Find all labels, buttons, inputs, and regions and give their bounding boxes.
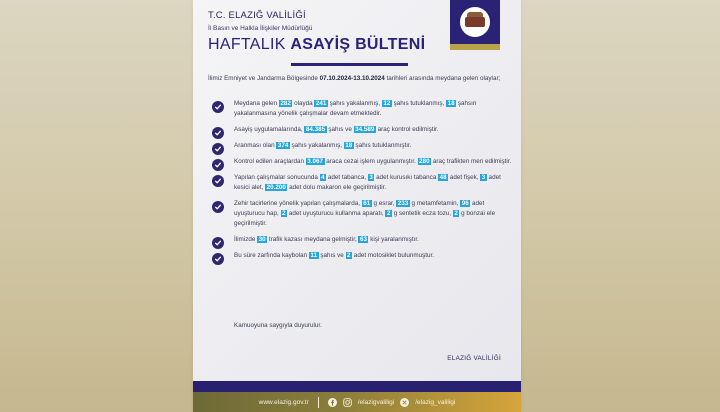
- item-text: adet motosiklet bulunmuştur.: [352, 252, 434, 259]
- bulletin-item: [208, 125, 513, 135]
- checkmark-icon: [212, 143, 224, 155]
- highlight-number: 3.067: [307, 158, 324, 165]
- highlight-number: 3: [369, 174, 373, 181]
- item-text: adet kesici alet,: [234, 174, 501, 191]
- title-divider: [291, 63, 408, 66]
- item-text: İlimizde: [234, 236, 258, 243]
- highlight-number: 4: [321, 174, 325, 181]
- item-text: şahsın yakalanmasına yönelik çalışmalar devam etmektedir.: [234, 100, 477, 117]
- instagram-icon[interactable]: [343, 398, 352, 407]
- checkmark-icon: [212, 201, 224, 213]
- item-text: şahıs yakalanmış,: [327, 100, 382, 107]
- highlight-number: 20.200: [266, 184, 286, 191]
- footer-blue-band: [193, 381, 521, 392]
- highlight-number: 12: [383, 100, 391, 107]
- checkmark-icon: [212, 159, 224, 171]
- item-text: Meydana gelen: [234, 100, 279, 107]
- item-text: şahıs ve: [318, 252, 346, 259]
- department-name: İl Basın ve Halkla İlişkiler Müdürlüğü: [208, 25, 313, 32]
- item-text: g bonzai ele geçirilmiştir.: [234, 210, 496, 227]
- item-text: şahıs tutuklanmıştır.: [353, 142, 412, 149]
- logo-gold-strip: [450, 44, 500, 50]
- x-handle[interactable]: /elazig_valiligi: [415, 398, 456, 406]
- bulletin-item: [208, 251, 513, 261]
- title-bold: ASAYİŞ BÜLTENİ: [290, 36, 426, 53]
- checkmark-icon: [212, 127, 224, 139]
- item-text: Bu süre zarfında kaybolan: [234, 252, 309, 259]
- bulletin-card: [193, 0, 521, 412]
- item-text: Kontrol edilen araçlardan: [234, 158, 306, 165]
- highlight-number: 30: [258, 236, 266, 243]
- intro-text: [208, 74, 508, 84]
- item-text: adet fişek,: [448, 174, 481, 181]
- item-text: araca cezai işlem uygulanmıştır.: [324, 158, 418, 165]
- highlight-number: 18: [345, 142, 353, 149]
- intro-before: İlimiz Emniyet ve Jandarma Bölgesinde: [208, 75, 320, 82]
- item-text: adet dolu makaron ele geçirilmiştir.: [287, 184, 387, 191]
- item-text: adet tabanca,: [326, 174, 368, 181]
- highlight-number: 84.385: [305, 126, 326, 133]
- governorship-logo-icon: [460, 7, 490, 37]
- item-text: olayda: [292, 100, 315, 107]
- highlight-number: 34.589: [355, 126, 375, 133]
- closing-text: Kamuoyuna saygıyla duyurulur.: [234, 322, 322, 329]
- website-link[interactable]: www.elazig.gov.tr: [258, 398, 309, 406]
- item-text: g esrar,: [371, 200, 397, 207]
- highlight-number: 241: [315, 100, 327, 107]
- highlight-number: 282: [280, 100, 291, 107]
- org-name: T.C. ELAZIĞ VALİLİĞİ: [208, 10, 306, 21]
- bulletin-item: [208, 99, 513, 119]
- item-text: kişi yaralanmıştır.: [368, 236, 419, 243]
- bulletin-item: [208, 141, 513, 151]
- intro-after: tarihleri arasında meydana gelen olaylar;: [384, 75, 501, 82]
- bulletin-title: [208, 36, 425, 54]
- item-text: Asayiş uygulamalarında,: [234, 126, 305, 133]
- highlight-number: 2: [386, 210, 391, 217]
- checkmark-icon: [212, 237, 224, 249]
- social-handle[interactable]: /elazigvaliligi: [357, 398, 395, 406]
- highlight-number: 63: [359, 236, 367, 243]
- highlight-number: 96: [461, 200, 469, 207]
- highlight-number: 2: [347, 252, 351, 259]
- bulletin-item: [208, 173, 513, 193]
- item-text: Zehir tacirlerine yönelik yapılan çalışmalarda,: [234, 200, 362, 207]
- highlight-number: 48: [439, 174, 447, 181]
- item-text: araç trafikten men edilmiştir.: [431, 158, 512, 165]
- item-text: adet kurusıkı tabanca: [374, 174, 439, 181]
- title-light: HAFTALIK: [208, 36, 291, 53]
- footer-separator: [318, 397, 319, 408]
- item-text: şahıs tutuklanmış,: [391, 100, 447, 107]
- highlight-number: 61: [363, 200, 371, 207]
- highlight-number: 2: [454, 210, 458, 217]
- highlight-number: 374: [277, 142, 289, 149]
- bulletin-item: [208, 157, 513, 167]
- highlight-number: 11: [310, 252, 318, 259]
- checkmark-icon: [212, 253, 224, 265]
- facebook-icon[interactable]: [328, 398, 337, 407]
- item-text: adet uyuşturucu kullanma aparatı,: [287, 210, 386, 217]
- x-twitter-icon[interactable]: [400, 398, 409, 407]
- highlight-number: 3: [481, 174, 486, 181]
- bulletin-item: [208, 235, 513, 245]
- item-text: araç kontrol edilmiştir.: [375, 126, 439, 133]
- bulletin-item: [208, 199, 513, 229]
- item-text: Aranması olan: [234, 142, 277, 149]
- logo-badge: [450, 0, 500, 44]
- bulletin-items: [208, 99, 513, 267]
- checkmark-icon: [212, 101, 224, 113]
- signature: ELAZIĞ VALİLİĞİ: [447, 355, 501, 362]
- item-text: g sentetik ecza tozu,: [391, 210, 453, 217]
- item-text: adet uyuşturucu hap,: [234, 200, 485, 217]
- footer-bar: [193, 392, 521, 412]
- highlight-number: 280: [419, 158, 430, 165]
- highlight-number: 233: [397, 200, 409, 207]
- date-range: 07.10.2024-13.10.2024: [319, 75, 385, 82]
- item-text: şahıs yakalanmış,: [289, 142, 344, 149]
- checkmark-icon: [212, 175, 224, 187]
- item-text: Yapılan çalışmalar sonucunda: [234, 174, 320, 181]
- highlight-number: 18: [447, 100, 455, 107]
- highlight-number: 2: [282, 210, 286, 217]
- item-text: şahıs ve: [326, 126, 354, 133]
- item-text: trafik kazası meydana gelmiştir,: [267, 236, 359, 243]
- item-text: g metamfetamin,: [409, 200, 461, 207]
